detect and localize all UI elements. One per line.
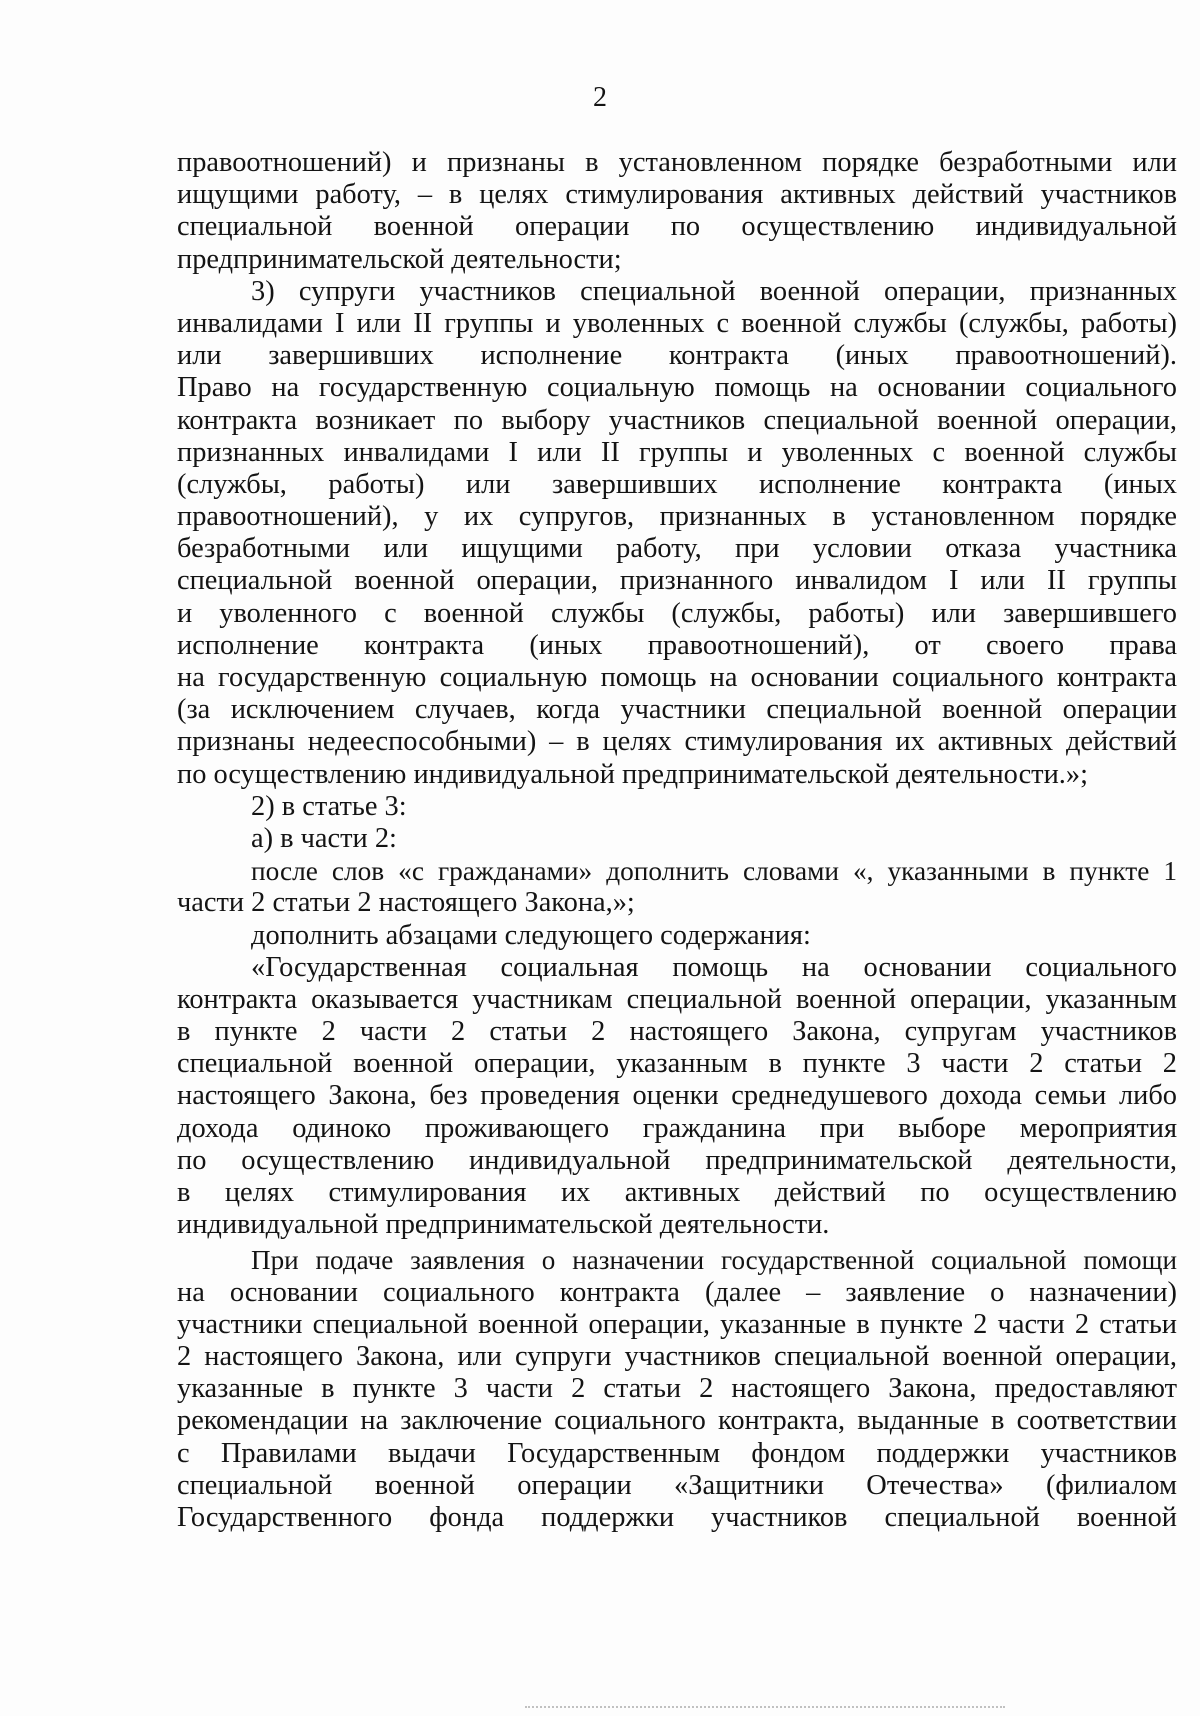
text-line: ищущими работу, – в целях стимулирования активных действий участников	[177, 179, 1177, 211]
text-line: безработными или ищущими работу, при условии отказа участника	[177, 533, 1177, 565]
text-line: в целях стимулирования их активных действий по осуществлению	[177, 1177, 1177, 1208]
text-line: в пункте 2 части 2 статьи 2 настоящего Закона, супругам участников	[177, 1016, 1177, 1048]
text-line: правоотношений) и признаны в установленном порядке безработными или	[177, 147, 1177, 178]
text-line: 2) в статье 3:	[251, 790, 407, 822]
text-line: (за исключением случаев, когда участники специальной военной операции	[177, 694, 1177, 726]
text-line: по осуществлению индивидуальной предпринимательской деятельности.»;	[177, 758, 1088, 790]
text-line: с Правилами выдачи Государственным фондом поддержки участников	[177, 1437, 1177, 1469]
text-line: по осуществлению индивидуальной предпринимательской деятельности,	[177, 1144, 1177, 1176]
text-line: контракта оказывается участникам специальной военной операции, указанным	[177, 983, 1177, 1015]
page-number: 2	[593, 82, 607, 113]
text-line: участники специальной военной операции, указанные в пункте 2 части 2 статьи	[177, 1308, 1177, 1340]
text-line: признанных инвалидами I или II группы и уволенных с военной службы	[177, 436, 1177, 468]
text-line: после слов «с гражданами» дополнить словами «, указанными в пункте 1	[251, 856, 1177, 887]
text-line: правоотношений), у их супругов, признанных в установленном порядке	[177, 501, 1177, 533]
text-line: (службы, работы) или завершивших исполнение контракта (иных	[177, 468, 1177, 500]
text-line: «Государственная социальная помощь на основании социального	[251, 951, 1177, 983]
text-line: 3) супруги участников специальной военной операции, признанных	[251, 275, 1177, 307]
text-line: на основании социального контракта (далее – заявление о назначении)	[177, 1276, 1177, 1308]
text-line: инвалидами I или II группы и уволенных с военной службы (службы, работы)	[177, 307, 1177, 339]
text-line: Государственного фонда поддержки участников специальной военной	[177, 1501, 1177, 1533]
text-line: исполнение контракта (иных правоотношений), от своего права	[177, 629, 1177, 661]
text-line: При подаче заявления о назначении государственной социальной помощи	[251, 1245, 1177, 1276]
text-line: части 2 статьи 2 настоящего Закона,»;	[177, 887, 635, 919]
text-line: контракта возникает по выбору участников специальной военной операции,	[177, 404, 1177, 436]
text-line: 2 настоящего Закона, или супруги участников специальной военной операции,	[177, 1340, 1177, 1372]
text-line: признаны недееспособными) – в целях стимулирования их активных действий	[177, 726, 1177, 758]
text-line: а) в части 2:	[251, 822, 397, 854]
text-line: специальной военной операции «Защитники Отечества» (филиалом	[177, 1469, 1177, 1501]
text-line: настоящего Закона, без проведения оценки среднедушевого дохода семьи либо	[177, 1080, 1177, 1112]
text-line: дополнить абзацами следующего содержания:	[251, 919, 811, 951]
text-line: на государственную социальную помощь на основании социального контракта	[177, 662, 1177, 693]
text-line: Право на государственную социальную помощь на основании социального	[177, 372, 1177, 404]
text-line: и уволенного с военной службы (службы, работы) или завершившего	[177, 597, 1177, 629]
text-line: рекомендации на заключение социального контракта, выданные в соответствии	[177, 1405, 1177, 1437]
text-line: специальной военной операции, указанным в пункте 3 части 2 статьи 2	[177, 1048, 1177, 1080]
scan-artifact	[525, 1706, 1005, 1711]
text-line: дохода одиноко проживающего гражданина при выборе мероприятия	[177, 1112, 1177, 1144]
text-line: специальной военной операции по осуществлению индивидуальной	[177, 211, 1177, 243]
text-line: специальной военной операции, признанного инвалидом I или II группы	[177, 565, 1177, 597]
text-line: или завершивших исполнение контракта (иных правоотношений).	[177, 340, 1177, 372]
text-line: указанные в пункте 3 части 2 статьи 2 настоящего Закона, предоставляют	[177, 1373, 1177, 1405]
text-line: индивидуальной предпринимательской деятельности.	[177, 1209, 830, 1241]
document-body	[177, 147, 1177, 1534]
text-line: предпринимательской деятельности;	[177, 243, 622, 275]
